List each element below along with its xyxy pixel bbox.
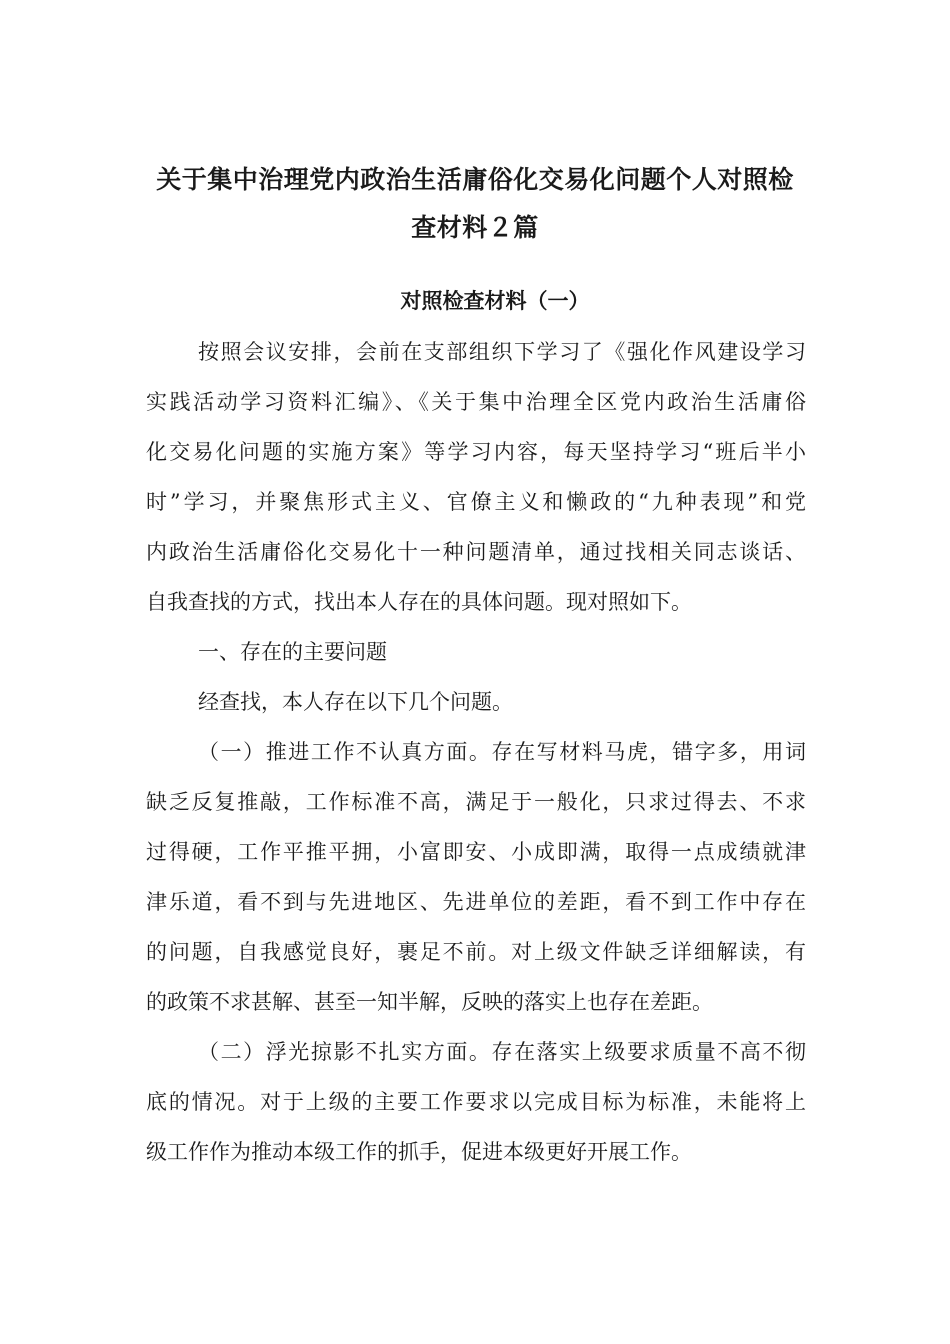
paragraph-1-line-2: 实践活动学习资料汇编》、《关于集中治理全区党内政治生活庸俗 [146, 390, 806, 414]
paragraph-3-line-2: 缺乏反复推敲，工作标准不高，满足于一般化，只求过得去、不求 [146, 790, 806, 814]
paragraph-3-line-4: 津乐道，看不到与先进地区、先进单位的差距，看不到工作中存在 [146, 890, 806, 914]
paragraph-1-line-1: 按照会议安排，会前在支部组织下学习了《强化作风建设学习 [198, 340, 806, 364]
paragraph-1-line-4: 时”学习，并聚焦形式主义、官僚主义和懒政的“九种表现”和党 [146, 490, 806, 514]
paragraph-2-line-1: 经查找，本人存在以下几个问题。 [198, 690, 513, 714]
paragraph-3-line-5: 的问题，自我感觉良好，裹足不前。对上级文件缺乏详细解读，有 [146, 940, 806, 964]
paragraph-3-line-3: 过得硬，工作平推平拥，小富即安、小成即满，取得一点成绩就津 [146, 840, 806, 864]
paragraph-4-line-2: 底的情况。对于上级的主要工作要求以完成目标为标准，未能将上 [146, 1090, 806, 1114]
paragraph-3-line-6: 的政策不求甚解、甚至一知半解，反映的落实上也存在差距。 [146, 990, 713, 1014]
paragraph-4-line-3: 级工作作为推动本级工作的抓手，促进本级更好开展工作。 [146, 1140, 692, 1164]
paragraph-4-line-1: （二）浮光掠影不扎实方面。存在落实上级要求质量不高不彻 [198, 1040, 806, 1064]
paragraph-1-line-5: 内政治生活庸俗化交易化十一种问题清单，通过找相关同志谈话、 [146, 540, 806, 564]
document-title-line-1: 关于集中治理党内政治生活庸俗化交易化问题个人对照检 [156, 165, 794, 194]
section-subtitle: 对照检查材料（一） [400, 289, 590, 313]
paragraph-1-line-6: 自我查找的方式，找出本人存在的具体问题。现对照如下。 [146, 590, 692, 614]
paragraph-1-line-3: 化交易化问题的实施方案》等学习内容，每天坚持学习“班后半小 [146, 440, 806, 464]
paragraph-3-line-1: （一）推进工作不认真方面。存在写材料马虎，错字多，用词 [198, 740, 806, 764]
section-heading-main-problems: 一、存在的主要问题 [198, 640, 387, 664]
document-title-line-2: 查材料２篇 [411, 213, 539, 242]
